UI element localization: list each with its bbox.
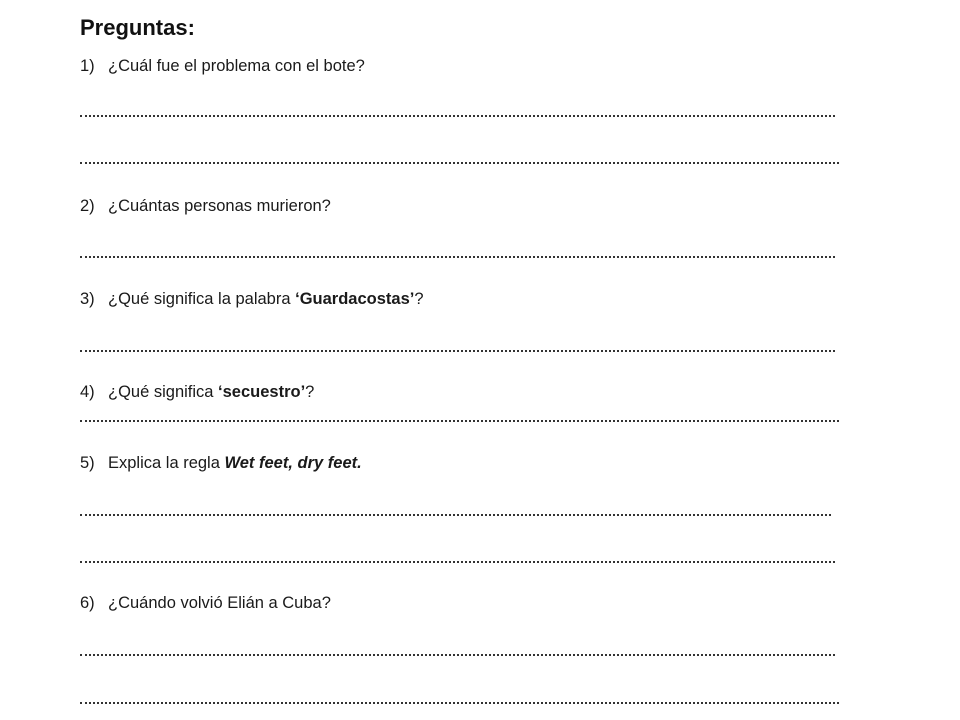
answer-line-2[interactable] — [80, 256, 835, 258]
worksheet-title: Preguntas: — [80, 15, 195, 40]
question-number: 3) — [80, 290, 95, 308]
question-text: ¿Qué significa — [108, 383, 219, 401]
question-number: 5) — [80, 454, 95, 472]
answer-line-6b[interactable] — [80, 702, 839, 704]
answer-line-1a[interactable] — [80, 115, 835, 117]
question-keyword: ‘secuestro’ — [218, 383, 306, 401]
question-6 — [80, 594, 331, 613]
question-number: 6) — [80, 594, 95, 612]
question-number: 2) — [80, 197, 95, 215]
question-keyword: ‘Guardacostas’ — [295, 290, 415, 308]
answer-line-4[interactable] — [80, 420, 839, 422]
question-4 — [80, 383, 314, 402]
question-text: ¿Cuántas personas murieron? — [108, 197, 331, 215]
question-5 — [80, 454, 362, 473]
answer-line-5a[interactable] — [80, 514, 831, 516]
question-text: ? — [305, 383, 315, 401]
question-1 — [80, 57, 365, 76]
answer-line-1b[interactable] — [80, 162, 839, 164]
answer-line-6a[interactable] — [80, 654, 835, 656]
answer-line-5b[interactable] — [80, 561, 835, 563]
question-keyword: Wet feet, dry feet. — [224, 454, 362, 472]
question-text: ¿Cuál fue el problema con el bote? — [108, 57, 365, 75]
question-number: 1) — [80, 57, 95, 75]
question-text: ¿Cuándo volvió Elián a Cuba? — [108, 594, 331, 612]
question-text: ? — [414, 290, 424, 308]
question-text: Explica la regla — [108, 454, 225, 472]
question-number: 4) — [80, 383, 95, 401]
question-3 — [80, 290, 424, 309]
answer-line-3[interactable] — [80, 350, 835, 352]
question-2 — [80, 197, 331, 216]
question-text: ¿Qué significa la palabra — [108, 290, 296, 308]
